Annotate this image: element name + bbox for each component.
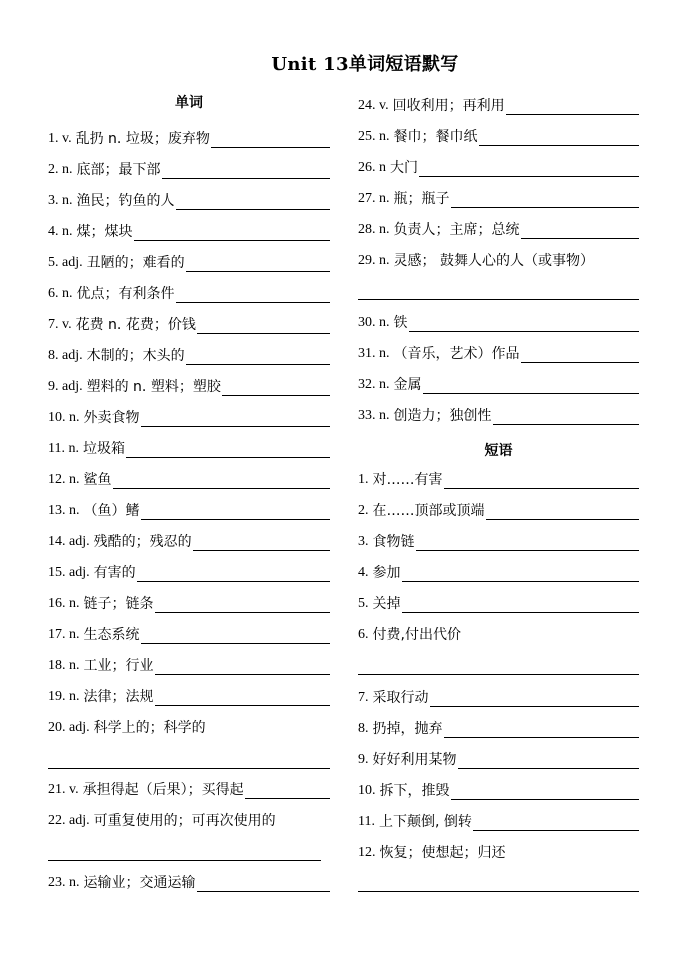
answer-blank[interactable] [402,566,640,582]
item-text: 花费 n. 花费；价钱 [75,317,196,333]
answer-blank[interactable] [506,99,639,115]
item-text: 煤；煤块 [76,224,133,240]
answer-blank[interactable] [423,378,640,394]
answer-blank[interactable] [141,628,331,644]
list-item [358,122,639,146]
answer-blank[interactable] [479,130,640,146]
phrases-heading: 短语 [484,443,513,459]
answer-blank[interactable] [451,784,640,800]
list-item [358,339,639,363]
item-number: 5. adj. [48,255,83,270]
answer-blank[interactable] [458,753,640,769]
answer-blank[interactable] [486,504,640,520]
list-item [358,465,639,489]
list-item [358,620,639,644]
item-number: 33. n. [358,408,390,423]
list-item [48,186,330,210]
answer-blank[interactable] [473,815,639,831]
item-number: 19. n. [48,689,80,704]
item-number: 32. n. [358,377,390,392]
list-item [48,620,330,644]
item-text: 外卖食物 [83,410,140,426]
item-number: 10. n. [48,410,80,425]
item-text: 底部；最下部 [76,162,161,178]
answer-blank[interactable] [211,132,330,148]
answer-blank[interactable] [141,504,331,520]
answer-blank[interactable] [444,473,640,489]
answer-blank[interactable] [419,161,639,177]
list-item [358,496,639,520]
answer-blank[interactable] [137,566,330,582]
item-text: 餐巾；餐巾纸 [393,129,478,145]
list-item [48,279,330,303]
item-text: 回收利用；再利用 [392,98,505,114]
list-item [48,775,330,799]
item-text: 扔掉，抛弃 [372,721,443,737]
list-item [358,246,639,270]
item-number: 21. v. [48,782,79,797]
item-text: 参加 [372,565,401,581]
list-item [358,153,639,177]
item-text: 渔民；钓鱼的人 [76,193,175,209]
item-text: 上下颠倒, 倒转 [378,814,472,830]
list-item [48,465,330,489]
answer-blank[interactable] [451,192,640,208]
answer-blank[interactable] [430,691,640,707]
item-text: 灵感； 鼓舞人心的人（或事物） [393,253,594,269]
item-number: 2. n. [48,162,73,177]
item-text: 法律；法规 [83,689,154,705]
item-number: 16. n. [48,596,80,611]
item-text: （音乐，艺术）作品 [393,346,520,362]
answer-blank[interactable] [358,673,639,675]
answer-blank[interactable] [155,690,331,706]
list-item [358,683,639,707]
answer-blank[interactable] [186,256,330,272]
item-number: 2. [358,503,369,518]
item-text: 创造力；独创性 [393,408,492,424]
answer-blank[interactable] [521,223,640,239]
item-number: 9. [358,752,369,767]
item-number: 13. n. [48,503,80,518]
item-number: 15. adj. [48,565,90,580]
answer-blank[interactable] [521,347,640,363]
item-number: 6. [358,627,369,642]
answer-blank[interactable] [358,890,639,892]
list-item [358,745,639,769]
list-item [48,496,330,520]
list-item [48,310,330,334]
answer-blank[interactable] [48,767,330,769]
item-text: 残酷的；残忍的 [93,534,192,550]
item-number: 5. [358,596,369,611]
item-text: 乱扔 n. 垃圾；废弃物 [75,131,210,147]
spacer [207,722,330,737]
list-item [358,401,639,425]
item-text: 有害的 [93,565,136,581]
answer-blank[interactable] [162,163,331,179]
item-number: 3. [358,534,369,549]
item-number: 18. n. [48,658,80,673]
item-text: 鲨鱼 [83,472,112,488]
list-item [48,124,330,148]
item-number: 27. n. [358,191,390,206]
list-item [358,838,639,862]
item-number: 31. n. [358,346,390,361]
spacer [277,815,330,830]
item-number: 22. adj. [48,813,90,828]
list-item [48,155,330,179]
answer-blank[interactable] [155,659,331,675]
list-item [358,215,639,239]
list-item [48,868,330,892]
answer-blank[interactable] [141,411,331,427]
item-text: 运输业；交通运输 [83,875,196,891]
item-text: 生态系统 [83,627,140,643]
item-text: 金属 [393,377,422,393]
list-item [48,558,330,582]
item-text: 付费,付出代价 [372,627,461,643]
item-number: 28. n. [358,222,390,237]
answer-blank[interactable] [444,722,640,738]
item-text: 采取行动 [372,690,429,706]
answer-blank[interactable] [134,225,331,241]
item-number: 17. n. [48,627,80,642]
answer-blank[interactable] [358,298,639,300]
item-number: 1. [358,472,369,487]
item-text: 瓶；瓶子 [393,191,450,207]
list-item [48,372,330,396]
list-item [358,184,639,208]
item-text: 木制的；木头的 [86,348,185,364]
item-text: 拆下，推毁 [379,783,450,799]
item-number: 9. adj. [48,379,83,394]
list-item [48,341,330,365]
list-item [358,558,639,582]
item-text: 塑料的 n. 塑料；塑胶 [86,379,221,395]
page-title: Unit 13单词短语默写 [271,54,459,75]
item-number: 23. n. [48,875,80,890]
answer-blank[interactable] [186,349,330,365]
item-number: 8. adj. [48,348,83,363]
item-text: 对……有害 [372,472,443,488]
list-item [48,713,330,737]
item-text: 好好利用某物 [372,752,457,768]
item-text: 在……顶部或顶端 [372,503,485,519]
list-item [48,527,330,551]
answer-blank[interactable] [493,409,640,425]
answer-blank[interactable] [402,597,640,613]
list-item [358,807,639,831]
item-number: 14. adj. [48,534,90,549]
answer-blank[interactable] [416,535,640,551]
list-item [48,682,330,706]
item-number: 11. [358,814,375,829]
answer-blank[interactable] [193,535,330,551]
item-text: （鱼）鳍 [83,503,140,519]
item-text: 恢复；使想起；归还 [379,845,506,861]
words-heading: 单词 [175,95,203,111]
answer-blank[interactable] [48,859,321,861]
answer-blank[interactable] [197,318,330,334]
spacer [595,255,639,270]
item-number: 1. v. [48,131,72,146]
answer-blank[interactable] [176,287,331,303]
item-number: 29. n. [358,253,390,268]
list-item [358,308,639,332]
item-number: 26. n [358,160,386,175]
answer-blank[interactable] [222,380,330,396]
item-text: 科学上的；科学的 [93,720,206,736]
item-number: 20. adj. [48,720,90,735]
answer-blank[interactable] [409,316,640,332]
item-number: 6. n. [48,286,73,301]
spacer [507,847,640,862]
list-item [358,714,639,738]
list-item [48,806,330,830]
item-text: 承担得起（后果）；买得起 [82,782,244,798]
list-item [358,91,639,115]
item-number: 7. [358,690,369,705]
item-text: 大门 [390,160,418,176]
item-number: 11. n. [48,441,79,456]
item-text: 铁 [393,315,408,331]
item-number: 25. n. [358,129,390,144]
item-text: 食物链 [372,534,415,550]
answer-blank[interactable] [113,473,331,489]
list-item [48,403,330,427]
item-text: 丑陋的；难看的 [86,255,185,271]
list-item [48,434,330,458]
list-item [358,776,639,800]
item-text: 负责人；主席；总统 [393,222,520,238]
answer-blank[interactable] [155,597,331,613]
list-item [48,651,330,675]
item-number: 8. [358,721,369,736]
answer-blank[interactable] [245,783,330,799]
item-text: 优点；有利条件 [76,286,175,302]
item-text: 可重复使用的；可再次使用的 [93,813,276,829]
list-item [358,370,639,394]
item-number: 24. v. [358,98,389,113]
item-number: 30. n. [358,315,390,330]
item-text: 垃圾箱 [82,441,125,457]
list-item [48,248,330,272]
list-item [358,589,639,613]
answer-blank[interactable] [176,194,331,210]
list-item [358,527,639,551]
item-number: 4. [358,565,369,580]
item-number: 12. n. [48,472,80,487]
item-text: 关掉 [372,596,401,612]
item-text: 链子；链条 [83,596,154,612]
item-number: 10. [358,783,376,798]
item-number: 12. [358,845,376,860]
answer-blank[interactable] [126,442,330,458]
list-item [48,589,330,613]
answer-blank[interactable] [197,876,331,892]
item-number: 3. n. [48,193,73,208]
spacer [462,629,639,644]
item-number: 7. v. [48,317,72,332]
item-text: 工业；行业 [83,658,154,674]
list-item [48,217,330,241]
item-number: 4. n. [48,224,73,239]
